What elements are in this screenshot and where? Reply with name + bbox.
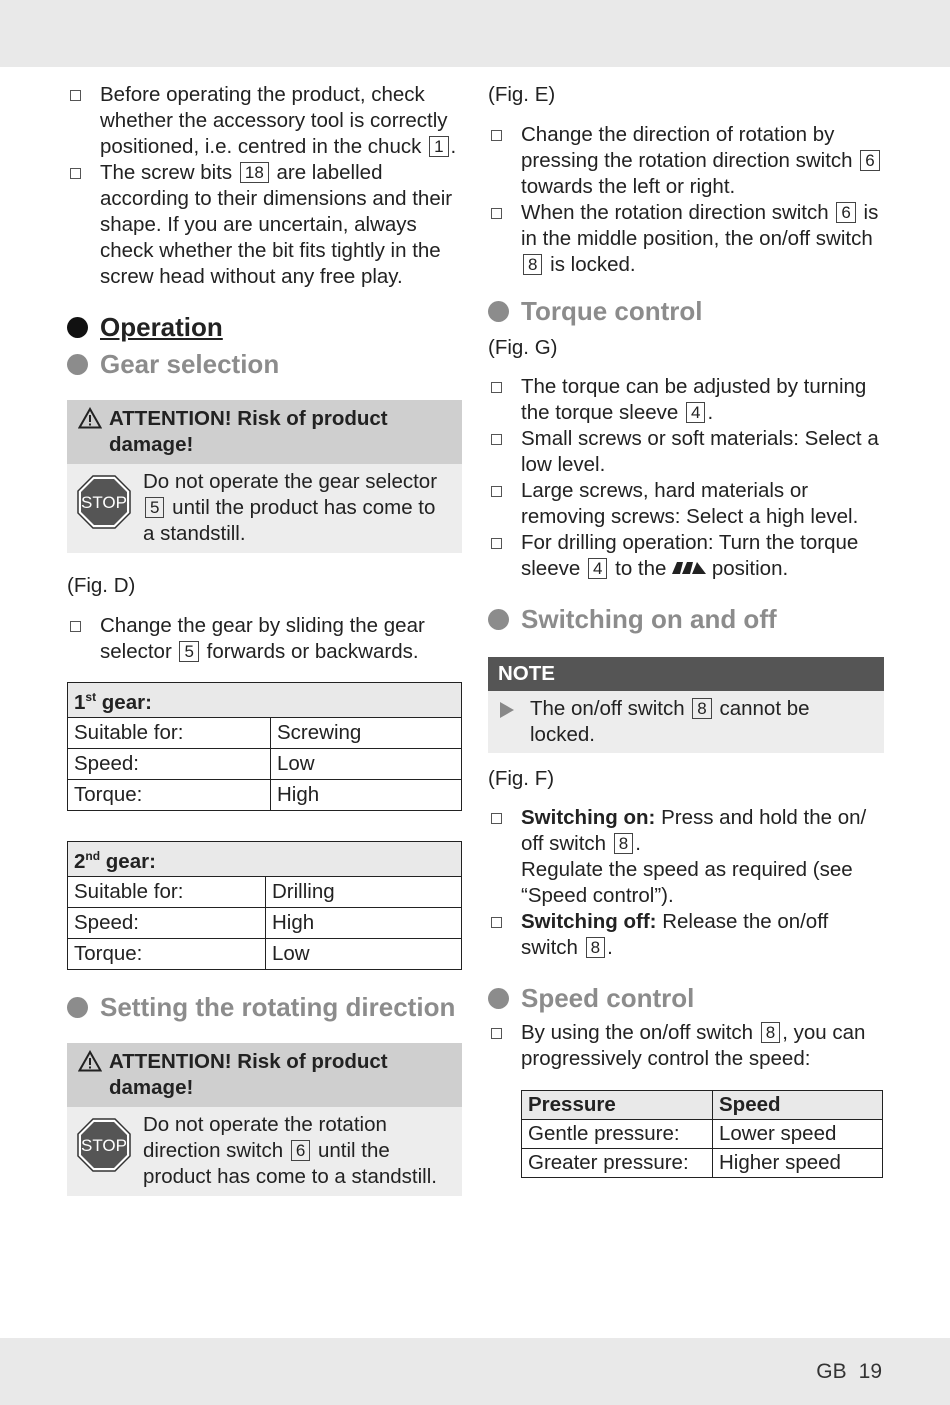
square-bullet-icon — [491, 813, 502, 824]
rotation-list — [488, 122, 884, 278]
torque-list — [488, 374, 884, 582]
reference-number: 8 — [692, 698, 711, 719]
bullet-dot-icon — [488, 609, 509, 630]
square-bullet-icon — [491, 538, 502, 549]
square-bullet-icon — [491, 130, 502, 141]
reference-number: 5 — [179, 641, 198, 662]
bullet-dot-icon — [67, 317, 88, 338]
list-item: Switching off: Release the on/off switch 8 . — [488, 909, 884, 961]
speed-table — [521, 1090, 883, 1178]
list-item: Small screws or soft materials: Select a low level. — [488, 426, 884, 478]
list-item: By using the on/off switch 8 , you can progressively control the speed: — [488, 1020, 884, 1072]
table-row: Greater pressure: Higher speed — [522, 1149, 883, 1178]
reference-number: 4 — [686, 402, 705, 423]
table-row: Torque: Low — [68, 938, 462, 969]
list-item: For drilling operation: Turn the torque sleeve 4 to the position. — [488, 530, 884, 582]
table-row: Speed: High — [68, 907, 462, 938]
reference-number: 6 — [836, 202, 855, 223]
attention-body: STOP Do not operate the rotation direction switch 6 until the product has come to a standstill. — [67, 1107, 462, 1196]
square-bullet-icon — [491, 434, 502, 445]
reference-number: 8 — [761, 1022, 780, 1043]
switching-list — [488, 805, 884, 961]
attention-box — [67, 1043, 462, 1196]
table-header: 1st gear: — [68, 683, 462, 718]
list-item: Switching on: Press and hold the on/ off switch 8 . Regulate the speed as required (see “Speed control”). — [488, 805, 884, 909]
bullet-dot-icon — [67, 354, 88, 375]
right-column — [488, 82, 884, 1178]
reference-number: 5 — [145, 497, 164, 518]
square-bullet-icon — [491, 486, 502, 497]
torque-control-heading: Torque control — [488, 296, 884, 327]
intro-list — [67, 82, 462, 290]
attention-title: ATTENTION! Risk of product damage! — [67, 1043, 462, 1107]
table-header: 2nd gear: — [68, 841, 462, 876]
table-row: Torque: High — [68, 779, 462, 810]
gear-selection-heading: Gear selection — [67, 349, 462, 380]
stop-sign-icon — [76, 474, 132, 530]
switching-heading: Switching on and off — [488, 604, 884, 635]
svg-text:STOP: STOP — [81, 493, 127, 512]
attention-box — [67, 400, 462, 553]
table-row: Suitable for: Screwing — [68, 717, 462, 748]
reference-number: 6 — [860, 150, 879, 171]
bullet-dot-icon — [488, 988, 509, 1009]
footer-band — [0, 1338, 950, 1405]
fig-g-caption: (Fig. G) — [488, 336, 558, 359]
gear-2-table — [67, 841, 462, 970]
square-bullet-icon — [491, 382, 502, 393]
square-bullet-icon — [491, 917, 502, 928]
reference-number: 18 — [240, 162, 269, 183]
list-item: The screw bits 18 are labelled according to their dimensions and their shape. If you are uncertain, always check whether the bit fits tightly in the screw head without any free play. — [67, 160, 462, 290]
gear-1-table — [67, 682, 462, 811]
gear-list — [67, 613, 462, 665]
table-row: Speed: Low — [68, 748, 462, 779]
speed-list — [488, 1020, 884, 1072]
page-number: GB 19 — [816, 1360, 882, 1383]
table-header: Pressure Speed — [522, 1091, 883, 1120]
list-item: Before operating the product, check whether the accessory tool is correctly positioned, i.e. centred in the chuck 1 . — [67, 82, 462, 160]
table-row: Suitable for: Drilling — [68, 876, 462, 907]
reference-number: 6 — [291, 1140, 310, 1161]
bullet-dot-icon — [488, 301, 509, 322]
drill-mode-icon — [672, 561, 706, 575]
square-bullet-icon — [491, 1028, 502, 1039]
rotating-direction-heading: Setting the rotating direction — [67, 992, 462, 1023]
note-box — [488, 657, 884, 753]
left-column — [67, 82, 462, 1196]
fig-f-caption: (Fig. F) — [488, 767, 555, 790]
list-item: Change the gear by sliding the gear selector 5 forwards or backwards. — [67, 613, 462, 665]
reference-number: 4 — [588, 558, 607, 579]
attention-body: STOP Do not operate the gear selector 5 until the product has come to a standstill. — [67, 464, 462, 553]
stop-sign-icon — [76, 1117, 132, 1173]
operation-heading: Operation — [67, 312, 462, 343]
bullet-dot-icon — [67, 997, 88, 1018]
attention-title: ATTENTION! Risk of product damage! — [67, 400, 462, 464]
list-item: Large screws, hard materials or removing screws: Select a high level. — [488, 478, 884, 530]
header-band — [0, 0, 950, 67]
note-title: NOTE — [488, 657, 884, 691]
table-row: Gentle pressure: Lower speed — [522, 1120, 883, 1149]
square-bullet-icon — [70, 621, 81, 632]
reference-number: 8 — [586, 937, 605, 958]
square-bullet-icon — [70, 168, 81, 179]
warning-triangle-icon — [78, 1050, 102, 1072]
reference-number: 8 — [614, 833, 633, 854]
square-bullet-icon — [491, 208, 502, 219]
list-item: Change the direction of rotation by pressing the rotation direction switch 6 towards the left or right. — [488, 122, 884, 200]
reference-number: 8 — [523, 254, 542, 275]
arrow-right-icon — [500, 702, 514, 718]
list-item: The torque can be adjusted by turning the torque sleeve 4 . — [488, 374, 884, 426]
speed-control-heading: Speed control — [488, 983, 884, 1014]
note-body: The on/off switch 8 cannot be locked. — [488, 691, 884, 753]
warning-triangle-icon — [78, 407, 102, 429]
square-bullet-icon — [70, 90, 81, 101]
list-item: When the rotation direction switch 6 is in the middle position, the on/off switch 8 is locked. — [488, 200, 884, 278]
fig-d-caption: (Fig. D) — [67, 574, 136, 597]
reference-number: 1 — [429, 136, 448, 157]
fig-e-caption: (Fig. E) — [488, 83, 556, 106]
svg-text:STOP: STOP — [81, 1135, 127, 1155]
